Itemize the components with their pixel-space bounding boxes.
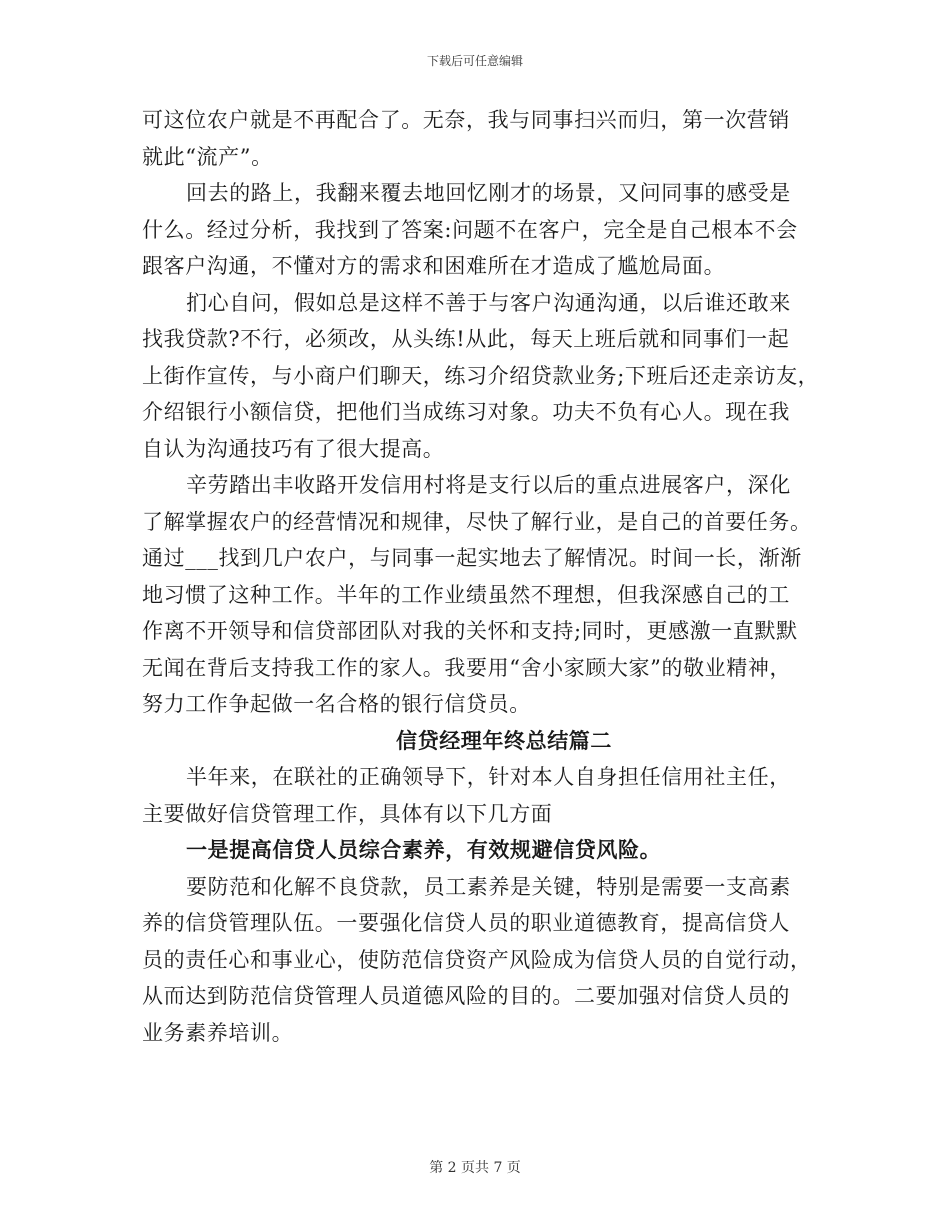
body-line: 扪心自问，假如总是这样不善于与客户沟通沟通，以后谁还敢来 — [186, 290, 791, 315]
page-number: 第 2 页共 7 页 — [429, 1160, 521, 1176]
body-line: 努力工作争起做一名合格的银行信贷员。 — [142, 692, 531, 716]
body-line: 业务素养培训。 — [142, 1020, 294, 1045]
body-line: 上街作宣传，与小商户们聊天，练习介绍贷款业务;下班后还走亲访友， — [142, 363, 820, 388]
body-line: 跟客户沟通，不懂对方的需求和困难所在才造成了尴尬局面。 — [142, 254, 726, 278]
body-line: 主要做好信贷管理工作，具体有以下几方面 — [142, 801, 553, 826]
subsection-heading: 一是提高信贷人员综合素养，有效规避信贷风险。 — [186, 837, 662, 862]
body-line: 无闻在背后支持我工作的家人。我要用“舍小家顾大家”的敬业精神， — [142, 655, 792, 680]
body-line: 自认为沟通技巧有了很大提高。 — [142, 436, 445, 461]
body-line: 可这位农户就是不再配合了。无奈，我与同事扫兴而归，第一次营销 — [142, 108, 790, 132]
body-line: 要防范和化解不良贷款，员工素养是关键，特别是需要一支高素 — [186, 874, 791, 899]
body-line: 回去的路上，我翻来覆去地回忆刚才的场景，又问同事的感受是 — [186, 181, 791, 205]
body-line: 找我贷款?不行，必须改，从头练!从此，每天上班后就和同事们一起 — [142, 327, 790, 351]
body-line: 通过___找到几户农户，与同事一起实地去了解情况。时间一长，渐渐 — [142, 546, 802, 570]
body-line: 半年来，在联社的正确领导下，针对本人自身担任信用社主任， — [186, 765, 791, 789]
body-line: 作离不开领导和信贷部团队对我的关怀和支持;同时，更感激一直默默 — [142, 619, 798, 643]
page-header-note: 下载后可任意编辑 — [426, 54, 523, 68]
body-line: 地习惯了这种工作。半年的工作业绩虽然不理想，但我深感自己的工 — [142, 582, 790, 607]
body-line: 什么。经过分析，我找到了答案:问题不在客户，完全是自己根本不会 — [142, 217, 798, 242]
body-line: 介绍银行小额信贷，把他们当成练习对象。功夫不负有心人。现在我 — [142, 400, 790, 424]
section-title: 信贷经理年终总结篇二 — [396, 727, 612, 753]
body-line: 养的信贷管理队伍。一要强化信贷人员的职业道德教育，提高信贷人 — [142, 911, 790, 935]
body-line: 了解掌握农户的经营情况和规律，尽快了解行业，是自己的首要任务。 — [142, 509, 812, 534]
body-line: 员的责任心和事业心，使防范信贷资产风险成为信贷人员的自觉行动， — [142, 947, 812, 972]
body-line: 就此“流产”。 — [142, 144, 273, 169]
body-line: 辛劳踏出丰收路开发信用村将是支行以后的重点进展客户，深化 — [186, 473, 791, 497]
document-body — [142, 102, 822, 1051]
body-line: 从而达到防范信贷管理人员道德风险的目的。二要加强对信贷人员的 — [142, 984, 790, 1008]
